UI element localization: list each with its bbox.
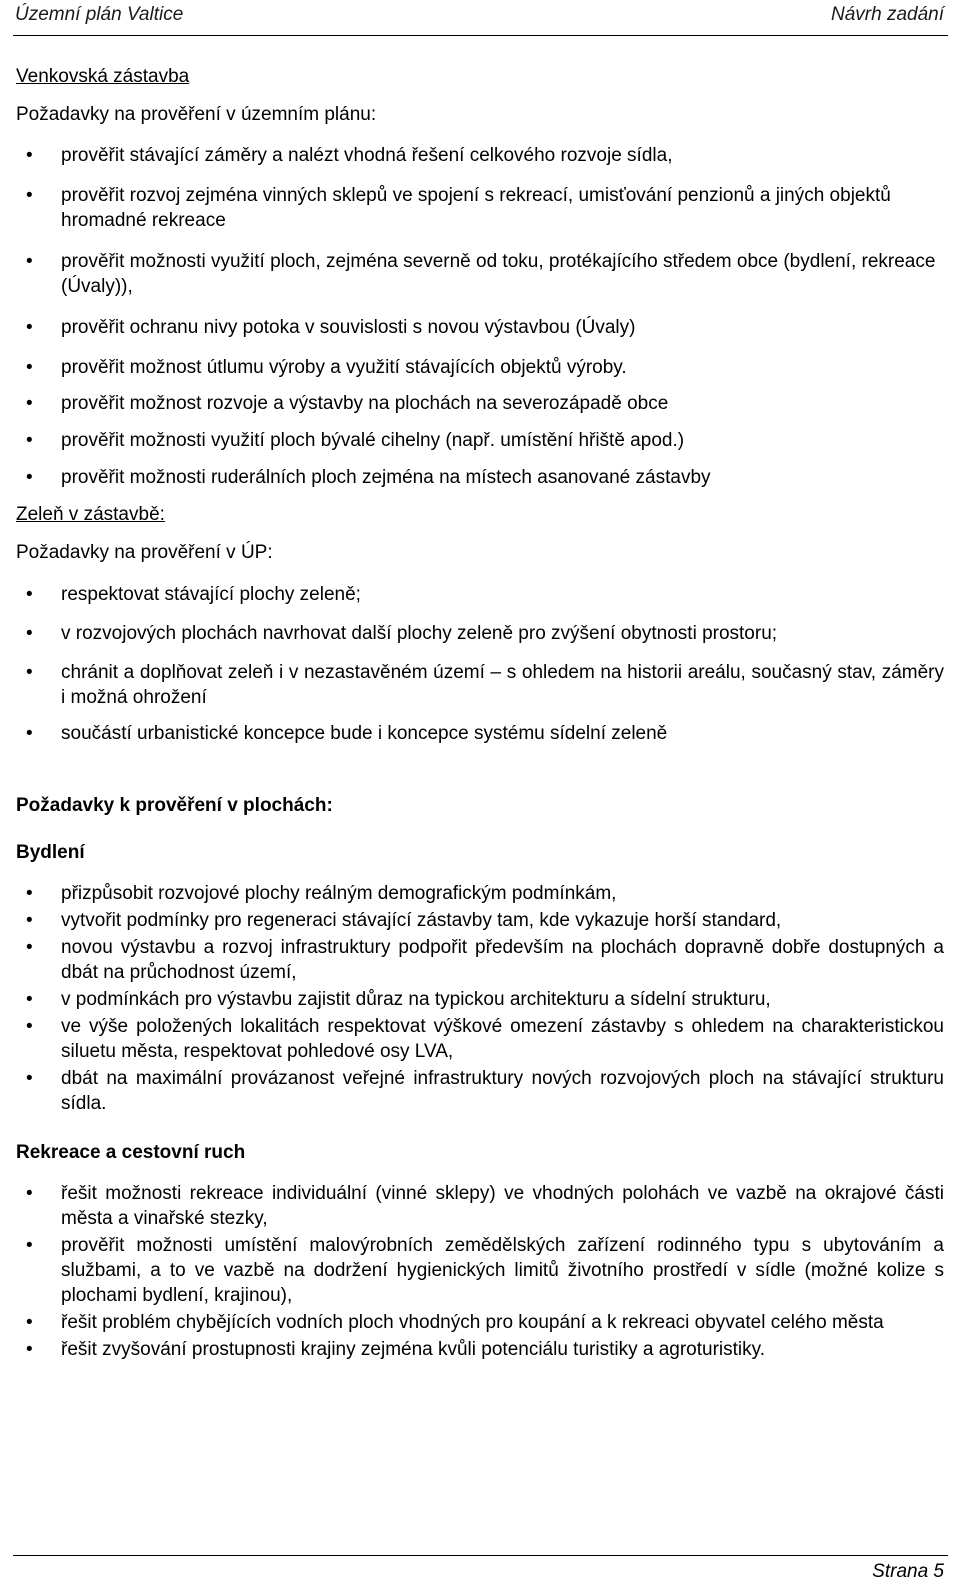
list-item: • v rozvojových plochách navrhovat další plochy zeleně pro zvýšení obytnosti prostoru; — [16, 621, 944, 646]
header-section-title: Návrh zadání — [830, 4, 944, 25]
list-item: • prověřit stávající záměry a nalézt vhodná řešení celkového rozvoje sídla, — [16, 143, 944, 168]
section-heading-bydleni: Bydlení — [16, 842, 85, 863]
bullet-list-venkovska — [16, 143, 944, 490]
section-title-venkovska-zastavba: Venkovská zástavba — [16, 66, 190, 87]
page-number: Strana 5 — [872, 1561, 944, 1582]
section-heading-pozadavky: Požadavky k prověření v plochách: — [16, 795, 333, 816]
list-item: • dbát na maximální provázanost veřejné infrastruktury nových rozvojových ploch na stávající strukturu sídla. — [16, 1066, 944, 1116]
list-item: • prověřit možnosti využití ploch, zejména severně od toku, protékajícího středem obce (bydlení, rekreace (Úvaly)), — [16, 249, 944, 299]
list-item: • prověřit rozvoj zejména vinných sklepů ve spojení s rekreací, umisťování penzionů a jiných objektů hromadné rekreace — [16, 183, 944, 233]
list-item: • novou výstavbu a rozvoj infrastruktury podpořit především na plochách dopravně dobře dostupných a dbát na průchodnost území, — [16, 935, 944, 985]
footer-divider — [13, 1555, 948, 1556]
bullet-list-bydleni — [16, 881, 944, 1116]
page-content — [16, 64, 944, 1362]
list-item: • prověřit ochranu nivy potoka v souvislosti s novou výstavbou (Úvaly) — [16, 315, 944, 340]
list-item: • prověřit možnost rozvoje a výstavby na plochách na severozápadě obce — [16, 391, 944, 416]
list-item: • součástí urbanistické koncepce bude i koncepce systému sídelní zeleně — [16, 721, 944, 746]
section-subtitle: Požadavky na prověření v ÚP: — [16, 542, 273, 563]
list-item: • řešit problém chybějících vodních ploch vhodných pro koupání a k rekreaci obyvatel celého města — [16, 1310, 944, 1335]
list-item: • řešit možnosti rekreace individuální (vinné sklepy) ve vhodných polohách ve vazbě na okrajové části města a vinařské stezky, — [16, 1181, 944, 1231]
header-divider — [13, 35, 948, 36]
list-item: • prověřit možnost útlumu výroby a využití stávajících objektů výroby. — [16, 355, 944, 380]
bullet-list-zelen — [16, 582, 944, 746]
bullet-list-rekreace — [16, 1181, 944, 1362]
list-item: • přizpůsobit rozvojové plochy reálným demografickým podmínkám, — [16, 881, 944, 906]
list-item: • v podmínkách pro výstavbu zajistit důraz na typickou architekturu a sídelní strukturu, — [16, 987, 944, 1012]
section-title-zelen: Zeleň v zástavbě: — [16, 504, 165, 525]
list-item: • vytvořit podmínky pro regeneraci stávající zástavby tam, kde vykazuje horší standard, — [16, 908, 944, 933]
section-heading-rekreace: Rekreace a cestovní ruch — [16, 1142, 246, 1163]
header-document-title: Územní plán Valtice — [15, 4, 184, 25]
list-item: • řešit zvyšování prostupnosti krajiny zejména kvůli potenciálu turistiky a agroturistiky. — [16, 1337, 944, 1362]
list-item: • ve výše položených lokalitách respektovat výškové omezení zástavby s ohledem na charakteristickou siluetu města, respektovat pohledové osy LVA, — [16, 1014, 944, 1064]
list-item: • prověřit možnosti umístění malovýrobních zemědělských zařízení rodinného typu s ubytováním a službami, a to ve vazbě na dodržení hygienických limitů životního prostředí v sídle (možné kolize s plochami bydlení, krajinou), — [16, 1233, 944, 1308]
list-item: • prověřit možnosti ruderálních ploch zejména na místech asanované zástavby — [16, 465, 944, 490]
list-item: • respektovat stávající plochy zeleně; — [16, 582, 944, 607]
list-item: • chránit a doplňovat zeleň i v nezastavěném území – s ohledem na historii areálu, současný stav, záměry i možná ohrožení — [16, 660, 944, 710]
list-item: • prověřit možnosti využití ploch bývalé cihelny (např. umístění hřiště apod.) — [16, 428, 944, 453]
section-subtitle: Požadavky na prověření v územním plánu: — [16, 104, 377, 125]
